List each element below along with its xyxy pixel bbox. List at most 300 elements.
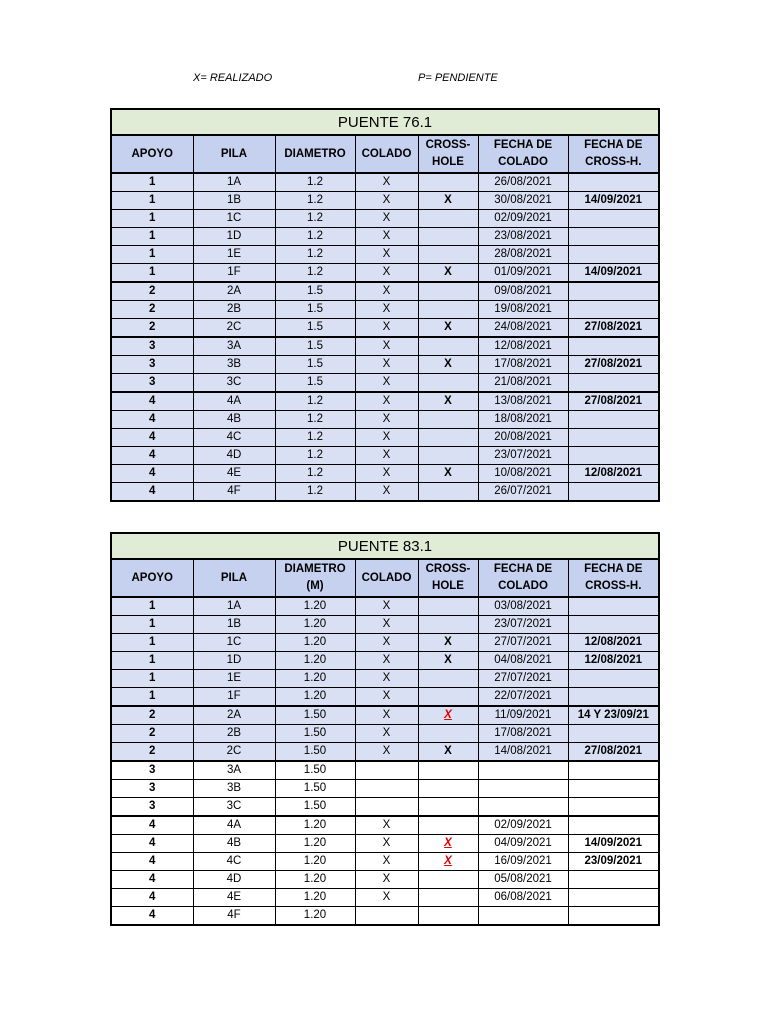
cell-pila: 4D <box>193 871 275 889</box>
cell-cross-hole: X <box>418 465 478 483</box>
table-title: PUENTE 83.1 <box>111 533 659 559</box>
cell-cross-hole <box>418 282 478 301</box>
cell-pila: 1E <box>193 246 275 264</box>
cell-colado: X <box>355 246 418 264</box>
cell-apoyo: 2 <box>111 725 193 743</box>
cell-diametro: 1.5 <box>275 301 355 319</box>
cell-pila: 2C <box>193 743 275 762</box>
table-row <box>111 173 659 192</box>
table-row <box>111 798 659 817</box>
cell-fecha-cross <box>568 282 659 301</box>
cell-colado: X <box>355 816 418 835</box>
cell-fecha-colado: 01/09/2021 <box>478 264 568 283</box>
cell-apoyo: 1 <box>111 210 193 228</box>
cell-colado: X <box>355 192 418 210</box>
table-row <box>111 447 659 465</box>
cell-diametro: 1.20 <box>275 652 355 670</box>
cell-pila: 2C <box>193 319 275 338</box>
cell-fecha-cross <box>568 798 659 817</box>
cell-diametro: 1.2 <box>275 192 355 210</box>
table-row <box>111 429 659 447</box>
cell-diametro: 1.50 <box>275 706 355 725</box>
cell-colado <box>355 761 418 780</box>
cell-fecha-colado: 16/09/2021 <box>478 853 568 871</box>
cell-fecha-cross <box>568 173 659 192</box>
cell-fecha-cross <box>568 871 659 889</box>
cell-fecha-cross <box>568 246 659 264</box>
cell-diametro: 1.20 <box>275 907 355 926</box>
cell-fecha-cross <box>568 725 659 743</box>
cell-apoyo: 2 <box>111 743 193 762</box>
header-diametro: DIAMETRO (M) <box>275 559 355 597</box>
table-row <box>111 688 659 707</box>
table-row <box>111 853 659 871</box>
table-row <box>111 816 659 835</box>
table-row <box>111 483 659 502</box>
table-row <box>111 246 659 264</box>
cell-colado: X <box>355 706 418 725</box>
table-row <box>111 907 659 926</box>
cell-cross-hole <box>418 210 478 228</box>
cell-fecha-colado: 17/08/2021 <box>478 725 568 743</box>
cell-diametro: 1.2 <box>275 210 355 228</box>
cell-fecha-colado: 23/07/2021 <box>478 447 568 465</box>
header-apoyo: APOYO <box>111 559 193 597</box>
cell-pila: 3A <box>193 761 275 780</box>
cell-pila: 4A <box>193 816 275 835</box>
cell-fecha-cross: 27/08/2021 <box>568 319 659 338</box>
cell-colado: X <box>355 634 418 652</box>
table-row <box>111 301 659 319</box>
table-row <box>111 871 659 889</box>
cell-apoyo: 3 <box>111 337 193 356</box>
cell-apoyo: 3 <box>111 780 193 798</box>
cell-diametro: 1.20 <box>275 670 355 688</box>
cell-apoyo: 1 <box>111 670 193 688</box>
cell-apoyo: 1 <box>111 228 193 246</box>
cell-diametro: 1.50 <box>275 780 355 798</box>
cell-cross-hole <box>418 411 478 429</box>
cell-diametro: 1.20 <box>275 597 355 616</box>
cell-pila: 1B <box>193 192 275 210</box>
cell-cross-hole <box>418 816 478 835</box>
cell-pila: 3B <box>193 780 275 798</box>
cell-pila: 3C <box>193 798 275 817</box>
cell-fecha-cross <box>568 411 659 429</box>
cell-apoyo: 1 <box>111 616 193 634</box>
cell-pila: 4C <box>193 853 275 871</box>
cell-colado: X <box>355 447 418 465</box>
cell-fecha-colado <box>478 907 568 926</box>
cell-colado <box>355 780 418 798</box>
cell-colado: X <box>355 210 418 228</box>
cell-diametro: 1.5 <box>275 356 355 374</box>
table-row <box>111 392 659 411</box>
cell-apoyo: 3 <box>111 356 193 374</box>
cell-diametro: 1.20 <box>275 688 355 707</box>
cell-colado: X <box>355 228 418 246</box>
cell-colado: X <box>355 301 418 319</box>
cell-apoyo: 3 <box>111 374 193 393</box>
legend-pendiente: P= PENDIENTE <box>418 72 498 84</box>
cell-apoyo: 1 <box>111 688 193 707</box>
table-title: PUENTE 76.1 <box>111 109 659 135</box>
cell-fecha-cross <box>568 907 659 926</box>
cell-apoyo: 4 <box>111 465 193 483</box>
table-row <box>111 634 659 652</box>
cell-diametro: 1.5 <box>275 337 355 356</box>
header-fecha-cross: FECHA DE CROSS-H. <box>568 559 659 597</box>
table-row <box>111 411 659 429</box>
cell-colado: X <box>355 889 418 907</box>
cell-fecha-colado: 17/08/2021 <box>478 356 568 374</box>
header-apoyo: APOYO <box>111 135 193 173</box>
header-pila: PILA <box>193 135 275 173</box>
table-puente-83-1 <box>110 532 660 926</box>
table-row <box>111 356 659 374</box>
cell-fecha-colado: 24/08/2021 <box>478 319 568 338</box>
cell-fecha-colado: 27/07/2021 <box>478 634 568 652</box>
cell-diametro: 1.20 <box>275 634 355 652</box>
cell-diametro: 1.5 <box>275 282 355 301</box>
cell-cross-hole: X <box>418 392 478 411</box>
cell-pila: 2A <box>193 282 275 301</box>
cell-fecha-cross: 27/08/2021 <box>568 356 659 374</box>
cell-pila: 4E <box>193 465 275 483</box>
cell-fecha-colado: 22/07/2021 <box>478 688 568 707</box>
cell-fecha-colado: 26/08/2021 <box>478 173 568 192</box>
cell-cross-hole: X <box>418 706 478 725</box>
cell-fecha-colado <box>478 798 568 817</box>
cell-fecha-cross <box>568 374 659 393</box>
cell-fecha-cross <box>568 889 659 907</box>
cell-apoyo: 2 <box>111 706 193 725</box>
header-fecha-colado: FECHA DE COLADO <box>478 135 568 173</box>
cell-cross-hole <box>418 688 478 707</box>
cell-cross-hole: X <box>418 835 478 853</box>
cell-fecha-colado: 04/08/2021 <box>478 652 568 670</box>
cell-pila: 1A <box>193 597 275 616</box>
header-cross-hole: CROSS-HOLE <box>418 559 478 597</box>
cell-fecha-colado: 30/08/2021 <box>478 192 568 210</box>
table-row <box>111 264 659 283</box>
cell-pila: 4B <box>193 411 275 429</box>
cell-fecha-cross <box>568 210 659 228</box>
cell-fecha-colado: 02/09/2021 <box>478 816 568 835</box>
cell-cross-hole: X <box>418 319 478 338</box>
table-row <box>111 319 659 338</box>
cell-fecha-cross: 12/08/2021 <box>568 634 659 652</box>
cell-cross-hole <box>418 228 478 246</box>
table-row <box>111 374 659 393</box>
cell-apoyo: 4 <box>111 392 193 411</box>
header-pila: PILA <box>193 559 275 597</box>
header-fecha-colado: FECHA DE COLADO <box>478 559 568 597</box>
cell-cross-hole: X <box>418 853 478 871</box>
cell-colado: X <box>355 616 418 634</box>
cell-colado: X <box>355 356 418 374</box>
cell-apoyo: 2 <box>111 319 193 338</box>
cell-fecha-colado <box>478 761 568 780</box>
cell-pila: 1D <box>193 652 275 670</box>
cell-pila: 4B <box>193 835 275 853</box>
cell-fecha-colado: 02/09/2021 <box>478 210 568 228</box>
table-row <box>111 780 659 798</box>
cell-colado: X <box>355 374 418 393</box>
cell-fecha-cross <box>568 228 659 246</box>
cell-apoyo: 1 <box>111 246 193 264</box>
cell-fecha-cross <box>568 483 659 502</box>
cell-diametro: 1.50 <box>275 725 355 743</box>
cell-cross-hole: X <box>418 356 478 374</box>
cell-diametro: 1.2 <box>275 264 355 283</box>
cell-colado: X <box>355 853 418 871</box>
cell-apoyo: 2 <box>111 282 193 301</box>
cell-colado: X <box>355 688 418 707</box>
table-row <box>111 616 659 634</box>
cell-pila: 2B <box>193 725 275 743</box>
cell-fecha-colado: 05/08/2021 <box>478 871 568 889</box>
header-colado: COLADO <box>355 135 418 173</box>
cell-fecha-colado: 21/08/2021 <box>478 374 568 393</box>
cell-cross-hole <box>418 761 478 780</box>
cell-apoyo: 3 <box>111 761 193 780</box>
cell-fecha-colado <box>478 780 568 798</box>
cell-apoyo: 1 <box>111 173 193 192</box>
cell-fecha-cross: 14/09/2021 <box>568 264 659 283</box>
cell-fecha-cross: 27/08/2021 <box>568 392 659 411</box>
cell-colado: X <box>355 670 418 688</box>
cell-colado <box>355 798 418 817</box>
cell-cross-hole <box>418 597 478 616</box>
cell-fecha-colado: 23/08/2021 <box>478 228 568 246</box>
table-row <box>111 706 659 725</box>
table-row <box>111 743 659 762</box>
cell-fecha-cross: 27/08/2021 <box>568 743 659 762</box>
cell-apoyo: 4 <box>111 483 193 502</box>
cell-pila: 4F <box>193 483 275 502</box>
cell-diametro: 1.20 <box>275 616 355 634</box>
cell-fecha-colado: 26/07/2021 <box>478 483 568 502</box>
cell-pila: 4C <box>193 429 275 447</box>
cell-apoyo: 1 <box>111 652 193 670</box>
table-row <box>111 210 659 228</box>
cell-fecha-cross <box>568 816 659 835</box>
table-row <box>111 465 659 483</box>
cell-fecha-cross: 12/08/2021 <box>568 465 659 483</box>
cell-fecha-colado: 27/07/2021 <box>478 670 568 688</box>
cell-colado: X <box>355 319 418 338</box>
cell-apoyo: 4 <box>111 889 193 907</box>
cell-diametro: 1.20 <box>275 816 355 835</box>
cell-colado: X <box>355 282 418 301</box>
cell-apoyo: 1 <box>111 597 193 616</box>
cell-cross-hole <box>418 889 478 907</box>
cell-cross-hole: X <box>418 264 478 283</box>
table-row <box>111 670 659 688</box>
cell-diametro: 1.50 <box>275 761 355 780</box>
cell-fecha-cross <box>568 597 659 616</box>
cell-cross-hole <box>418 337 478 356</box>
cell-colado: X <box>355 465 418 483</box>
table-row <box>111 652 659 670</box>
cell-pila: 1A <box>193 173 275 192</box>
cell-diametro: 1.2 <box>275 173 355 192</box>
header-diametro: DIAMETRO <box>275 135 355 173</box>
cell-colado: X <box>355 337 418 356</box>
cell-apoyo: 4 <box>111 907 193 926</box>
cell-apoyo: 4 <box>111 816 193 835</box>
cell-diametro: 1.50 <box>275 743 355 762</box>
cell-cross-hole <box>418 374 478 393</box>
cell-cross-hole: X <box>418 652 478 670</box>
cell-fecha-colado: 10/08/2021 <box>478 465 568 483</box>
cell-cross-hole <box>418 173 478 192</box>
cell-apoyo: 4 <box>111 871 193 889</box>
cell-apoyo: 1 <box>111 192 193 210</box>
cell-pila: 2B <box>193 301 275 319</box>
cell-fecha-colado: 18/08/2021 <box>478 411 568 429</box>
cell-fecha-cross <box>568 429 659 447</box>
cell-pila: 4E <box>193 889 275 907</box>
cell-apoyo: 1 <box>111 634 193 652</box>
cell-fecha-cross <box>568 670 659 688</box>
cell-cross-hole <box>418 670 478 688</box>
cell-apoyo: 1 <box>111 264 193 283</box>
cell-diametro: 1.2 <box>275 483 355 502</box>
cell-fecha-colado: 23/07/2021 <box>478 616 568 634</box>
cell-fecha-colado: 28/08/2021 <box>478 246 568 264</box>
table-row <box>111 228 659 246</box>
header-cross-hole: CROSS-HOLE <box>418 135 478 173</box>
cell-diametro: 1.2 <box>275 465 355 483</box>
cell-fecha-colado: 09/08/2021 <box>478 282 568 301</box>
cell-apoyo: 2 <box>111 301 193 319</box>
cell-fecha-colado: 04/09/2021 <box>478 835 568 853</box>
cell-cross-hole <box>418 429 478 447</box>
cell-diametro: 1.5 <box>275 374 355 393</box>
cell-fecha-cross: 14 Y 23/09/21 <box>568 706 659 725</box>
cell-colado: X <box>355 597 418 616</box>
cell-colado: X <box>355 392 418 411</box>
table-row <box>111 889 659 907</box>
cell-fecha-cross: 14/09/2021 <box>568 192 659 210</box>
cell-colado: X <box>355 483 418 502</box>
cell-colado <box>355 907 418 926</box>
cell-colado: X <box>355 835 418 853</box>
table-row <box>111 337 659 356</box>
cell-fecha-colado: 14/08/2021 <box>478 743 568 762</box>
cell-pila: 4F <box>193 907 275 926</box>
cell-cross-hole: X <box>418 743 478 762</box>
cell-apoyo: 4 <box>111 447 193 465</box>
cell-colado: X <box>355 173 418 192</box>
cell-cross-hole <box>418 447 478 465</box>
cell-pila: 1C <box>193 210 275 228</box>
cell-cross-hole <box>418 907 478 926</box>
cell-cross-hole <box>418 616 478 634</box>
cell-cross-hole <box>418 301 478 319</box>
cell-pila: 2A <box>193 706 275 725</box>
cell-apoyo: 4 <box>111 835 193 853</box>
cell-apoyo: 4 <box>111 429 193 447</box>
cell-colado: X <box>355 429 418 447</box>
cell-fecha-cross <box>568 301 659 319</box>
cell-fecha-colado: 20/08/2021 <box>478 429 568 447</box>
cell-pila: 1B <box>193 616 275 634</box>
cell-pila: 1F <box>193 264 275 283</box>
cell-apoyo: 4 <box>111 411 193 429</box>
table-row <box>111 192 659 210</box>
cell-apoyo: 4 <box>111 853 193 871</box>
cell-pila: 1E <box>193 670 275 688</box>
cell-pila: 3C <box>193 374 275 393</box>
cell-pila: 3B <box>193 356 275 374</box>
cell-cross-hole <box>418 246 478 264</box>
table-row <box>111 761 659 780</box>
cell-fecha-cross: 23/09/2021 <box>568 853 659 871</box>
cell-colado: X <box>355 743 418 762</box>
cell-pila: 1F <box>193 688 275 707</box>
cell-fecha-colado: 06/08/2021 <box>478 889 568 907</box>
header-fecha-cross: FECHA DE CROSS-H. <box>568 135 659 173</box>
cell-pila: 1D <box>193 228 275 246</box>
cell-fecha-colado: 11/09/2021 <box>478 706 568 725</box>
cell-cross-hole <box>418 798 478 817</box>
cell-fecha-cross <box>568 447 659 465</box>
cell-diametro: 1.2 <box>275 392 355 411</box>
table-row <box>111 725 659 743</box>
cell-colado: X <box>355 871 418 889</box>
cell-pila: 4A <box>193 392 275 411</box>
cell-cross-hole: X <box>418 192 478 210</box>
cell-colado: X <box>355 264 418 283</box>
table-row <box>111 597 659 616</box>
cell-colado: X <box>355 411 418 429</box>
cell-cross-hole <box>418 871 478 889</box>
table-row <box>111 282 659 301</box>
cell-fecha-cross <box>568 337 659 356</box>
legend-realizado: X= REALIZADO <box>193 72 273 84</box>
cell-diametro: 1.2 <box>275 246 355 264</box>
cell-fecha-colado: 19/08/2021 <box>478 301 568 319</box>
cell-diametro: 1.5 <box>275 319 355 338</box>
cell-diametro: 1.2 <box>275 411 355 429</box>
cell-diametro: 1.20 <box>275 889 355 907</box>
cell-cross-hole <box>418 483 478 502</box>
table-row <box>111 835 659 853</box>
cell-fecha-cross <box>568 780 659 798</box>
cell-cross-hole <box>418 725 478 743</box>
cell-fecha-colado: 13/08/2021 <box>478 392 568 411</box>
cell-apoyo: 3 <box>111 798 193 817</box>
cell-cross-hole <box>418 780 478 798</box>
cell-diametro: 1.20 <box>275 853 355 871</box>
cell-diametro: 1.2 <box>275 429 355 447</box>
cell-diametro: 1.20 <box>275 871 355 889</box>
cell-pila: 4D <box>193 447 275 465</box>
cell-fecha-cross: 14/09/2021 <box>568 835 659 853</box>
cell-fecha-cross <box>568 616 659 634</box>
cell-fecha-colado: 12/08/2021 <box>478 337 568 356</box>
table-puente-76-1 <box>110 108 660 502</box>
cell-diametro: 1.2 <box>275 228 355 246</box>
cell-diametro: 1.20 <box>275 835 355 853</box>
cell-colado: X <box>355 652 418 670</box>
cell-pila: 3A <box>193 337 275 356</box>
header-colado: COLADO <box>355 559 418 597</box>
cell-diametro: 1.2 <box>275 447 355 465</box>
